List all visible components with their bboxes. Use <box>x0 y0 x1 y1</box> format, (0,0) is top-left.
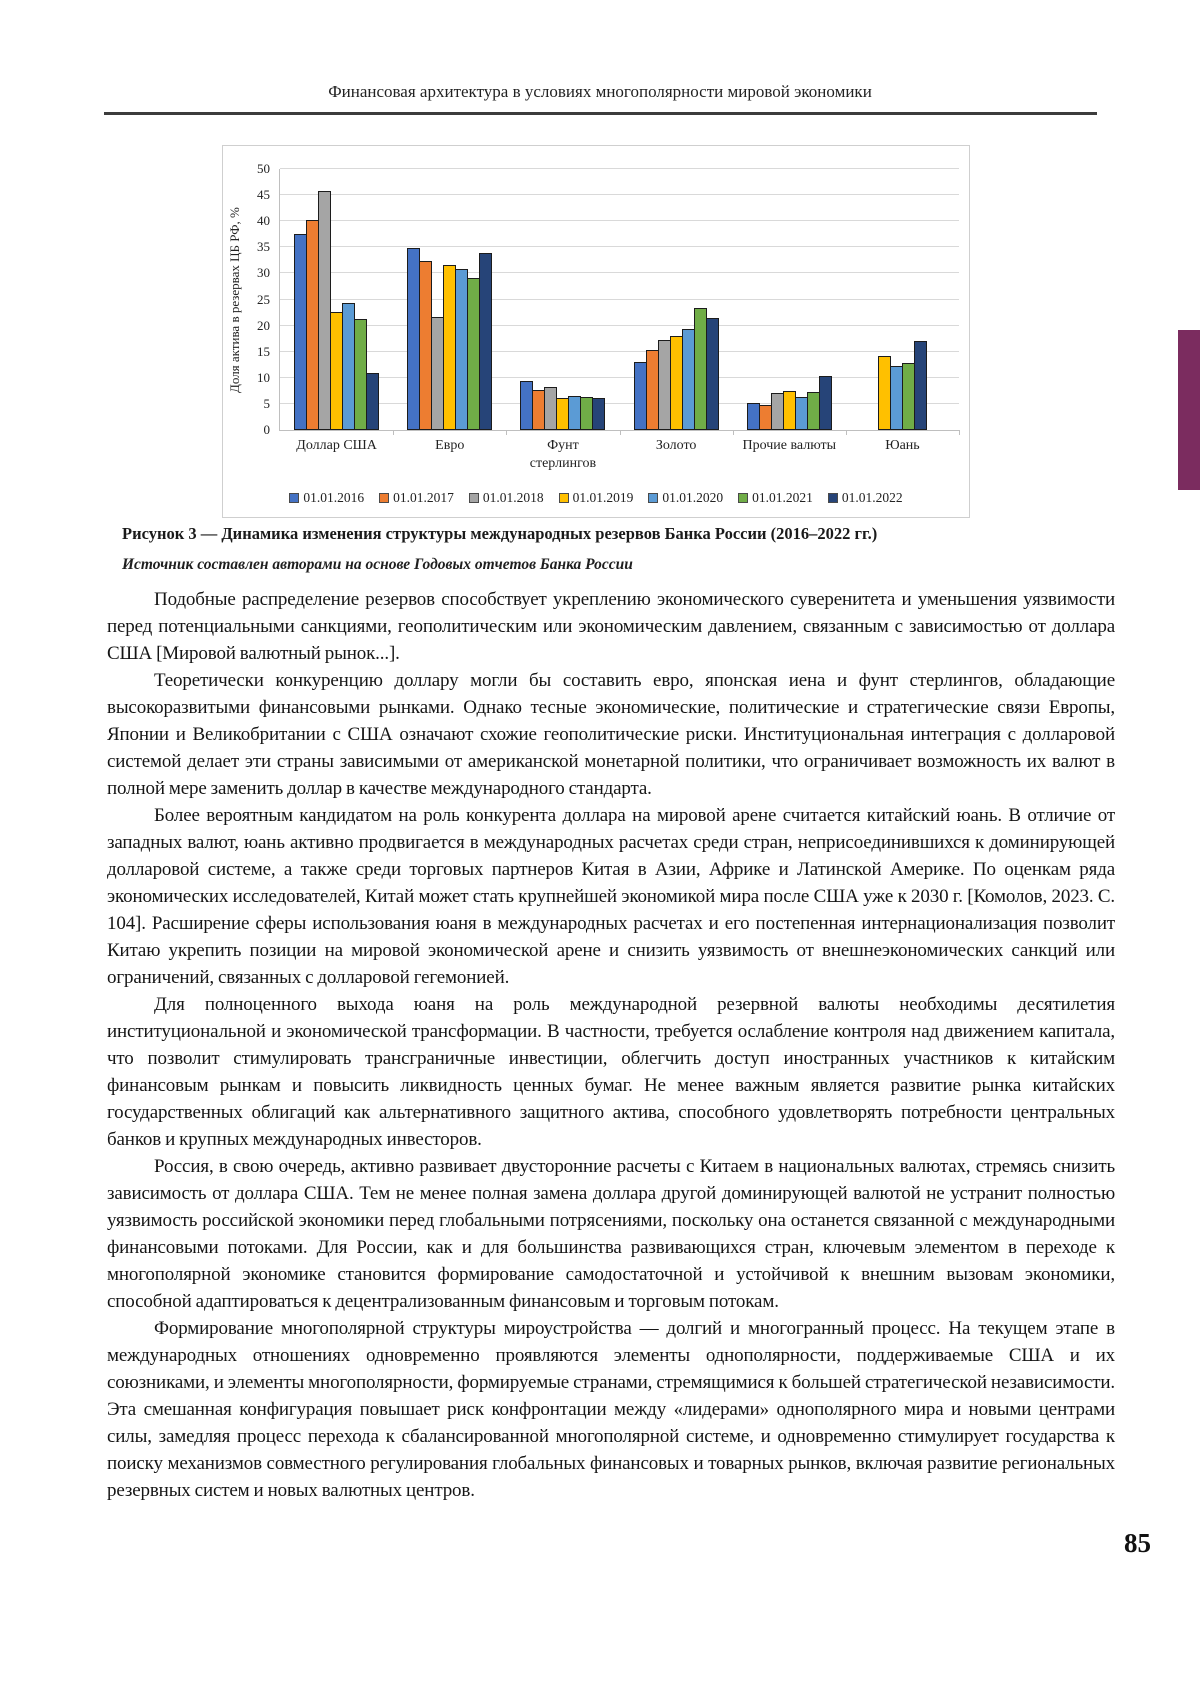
header-rule <box>104 112 1097 115</box>
legend-label: 01.01.2018 <box>482 490 544 505</box>
x-axis-category-label: Фунт стерлингов <box>529 438 597 472</box>
bar-groups <box>280 169 959 430</box>
accent-bar <box>1178 330 1200 490</box>
legend-swatch <box>738 493 748 503</box>
bar-group-4 <box>620 169 733 430</box>
page-number: 85 <box>1124 1528 1151 1558</box>
chart-legend <box>223 490 969 506</box>
legend-label: 01.01.2020 <box>662 490 724 505</box>
y-axis-tick-label: 40 <box>257 213 270 229</box>
y-axis-tick-label: 10 <box>257 369 270 385</box>
y-axis-tick-label: 25 <box>257 291 270 307</box>
figure-chart <box>222 145 970 518</box>
x-axis-category-label: Евро <box>435 438 465 453</box>
legend-label: 01.01.2019 <box>572 490 634 505</box>
legend-item <box>738 490 813 506</box>
figure-caption: Рисунок 3 — Динамика изменения структуры международных резервов Банка России (2016–2022 гг.) <box>122 524 878 543</box>
legend-item <box>379 490 454 506</box>
paragraph: Более вероятным кандидатом на роль конкурента доллара на мировой арене считается китайский юань. В отличие от западных валют, юань активно продвигается в международных расчетах среди стран, неприсоединившихся к доминирующей долларовой системе, а также среди торговых партнеров Китая в Азии, Африке и Латинской Америке. По оценкам ряда экономических исследователей, Китай может стать крупнейшей экономикой мира после США уже к 2030 г. [Комолов, 2023. С. 104]. Расширение сферы использования юаня в международных расчетах и его постепенная интернационализация позволит Китаю укрепить позиции на мировой экономической арене и снизить уязвимость от внешнеэкономических санкций или ограничений, связанных с долларовой гегемонией. <box>107 805 1115 988</box>
legend-label: 01.01.2022 <box>841 490 903 505</box>
bar-group-5 <box>733 169 846 430</box>
legend-item <box>289 490 364 506</box>
y-axis-title: Доля актива в резервах ЦБ РФ, % <box>227 207 242 393</box>
legend-swatch <box>469 493 479 503</box>
legend-swatch <box>289 493 299 503</box>
bar <box>706 318 719 430</box>
bar <box>914 341 927 430</box>
legend-swatch <box>828 493 838 503</box>
legend-item <box>469 490 544 506</box>
legend-swatch <box>379 493 389 503</box>
y-axis-tick-label: 15 <box>257 343 270 359</box>
bar <box>819 376 832 430</box>
legend-item <box>648 490 723 506</box>
x-axis-category-label: Золото <box>655 438 697 453</box>
paragraph: Формирование многополярной структуры мироустройства — долгий и многогранный процесс. На текущем этапе в международных отношениях одновременно проявляются элементы однополярности, поддерживаемые США и их союзниками, и элементы многополярности, формируемые странами, стремящимися к большей стратегической независимости. Эта смешанная конфигурация повышает риск конфронтации между «лидерами» однополярного мира и новыми центрами силы, замедляя процесс перехода к сбалансированной многополярной системе, и одновременно стимулирует государства к поиску механизмов совместного регулирования глобальных финансовых и товарных рынков, включая развитие региональных резервных систем и новых валютных центров. <box>107 1318 1115 1501</box>
bar-group-3 <box>506 169 619 430</box>
bar-group-6 <box>846 169 959 430</box>
legend-swatch <box>559 493 569 503</box>
legend-swatch <box>648 493 658 503</box>
y-axis-tick-label: 5 <box>263 395 270 411</box>
legend-item <box>828 490 903 506</box>
legend-label: 01.01.2017 <box>393 490 454 505</box>
bar <box>592 398 605 430</box>
body-text <box>107 586 1115 1504</box>
figure-source: Источник составлен авторами на основе Годовых отчетов Банка России <box>122 556 633 573</box>
plot-area <box>257 161 959 472</box>
legend-label: 01.01.2016 <box>303 490 365 505</box>
paragraph: Для полноценного выхода юаня на роль международной резервной валюты необходимы десятилетия институциональной и экономической трансформации. В частности, требуется ослабление контроля над движением капитала, что позволит стимулировать трансграничные инвестиции, облегчить доступ иностранных участников к китайским финансовым рынкам и повысить ликвидность ценных бумаг. Не менее важным является развитие рынка китайских государственных облигаций как альтернативного защитного актива, способного удовлетворять потребности центральных банков и крупных международных инвесторов. <box>107 994 1115 1150</box>
legend-item <box>559 490 634 506</box>
bar-group-1 <box>280 169 393 430</box>
running-header: Финансовая архитектура в условиях многополярности мировой экономики <box>328 82 872 101</box>
y-axis-tick-label: 45 <box>257 187 270 203</box>
paragraph: Теоретически конкуренцию доллару могли бы составить евро, японская иена и фунт стерлингов, обладающие высокоразвитыми финансовыми рынками. Однако тесные экономические, политические и стратегические связи Европы, Японии и Великобритании с США означают схожие геополитические риски. Институциональная интеграция с долларовой системой делает эти страны зависимыми от американской монетарной политики, что ограничивает возможность их валют в полной мере заменить доллар в качестве международного стандарта. <box>107 670 1115 799</box>
y-axis-tick-label: 50 <box>257 161 270 176</box>
paragraph: Подобные распределение резервов способствует укреплению экономического суверенитета и уменьшения уязвимости перед потенциальными санкциями, геополитическим или экономическим давлением, связанным с зависимостью от доллара США [Мировой валютный рынок...]. <box>107 589 1115 664</box>
x-axis-category-label: Доллар США <box>296 438 377 453</box>
y-tick-labels <box>250 161 274 437</box>
bar-group-2 <box>393 169 506 430</box>
y-axis-tick-label: 35 <box>257 239 270 255</box>
bar <box>479 253 492 430</box>
y-axis-tick-label: 30 <box>257 265 270 281</box>
y-axis-tick-label: 20 <box>257 317 270 333</box>
x-axis-labels <box>280 430 959 473</box>
x-axis-category-label: Прочие валюты <box>742 438 837 453</box>
legend-label: 01.01.2021 <box>752 490 813 505</box>
y-axis-tick-label: 0 <box>263 422 270 437</box>
paragraph: Россия, в свою очередь, активно развивает двусторонние расчеты с Китаем в национальных валютах, стремясь снизить зависимость от доллара США. Тем не менее полная замена доллара другой доминирующей валютой не устранит полностью уязвимость российской экономики перед глобальными потрясениями, поскольку она останется связанной с международными финансовыми потоками. Для России, как и для большинства развивающихся стран, ключевым элементом в переходе к многополярной экономике становится формирование самодостаточной и устойчивой к внешним вызовам экономики, способной адаптироваться к децентрализованным финансовым и торговым потокам. <box>107 1156 1115 1312</box>
x-axis-category-label: Юань <box>885 438 920 453</box>
bar <box>366 373 379 430</box>
